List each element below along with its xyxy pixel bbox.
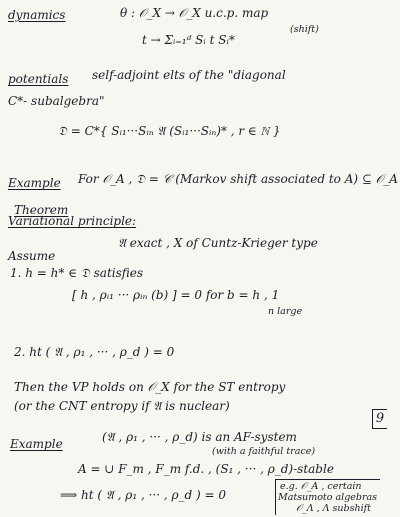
page-number: 9 — [372, 409, 387, 429]
heading-dynamics: dynamics — [8, 8, 66, 22]
conclusion-nuclear: (or the CNT entropy if 𝔄 is nuclear) — [14, 399, 230, 413]
shift-label: (shift) — [290, 24, 319, 35]
heading-example-2: Example — [10, 437, 63, 451]
heading-variational-principle: Variational principle: — [8, 214, 137, 228]
assume-label: Assume — [8, 249, 56, 263]
heading-example-1: Example — [8, 176, 61, 190]
heading-potentials: potentials — [8, 72, 69, 86]
assumption-exactness: 𝔄 exact , X of Cuntz-Krieger type — [118, 236, 318, 250]
subalgebra-label: C*- subalgebra" — [8, 94, 105, 108]
af-system-statement: (𝔄 , ρ₁ , ··· , ρ_d) is an AF-system — [102, 430, 297, 444]
examples-note-box — [275, 479, 380, 515]
condition-2: 2. ht ( 𝔄 , ρ₁ , ··· , ρ_d ) = 0 — [14, 345, 175, 359]
potentials-description: self-adjoint elts of the "diagonal — [92, 68, 286, 82]
example-markov-shift: For 𝒪_A , 𝔇 = 𝒞 (Markov shift associated to A) ⊆ 𝒪_A — [78, 172, 398, 186]
n-large-label: n large — [268, 306, 303, 317]
faithful-trace-note: (with a faithful trace) — [212, 446, 316, 457]
commutator-condition: [ h , ρᵢ₁ ··· ρᵢₙ (b) ] = 0 for b = h , 1 — [72, 288, 280, 302]
shift-map-definition: θ : 𝒪_X → 𝒪_X u.c.p. map — [120, 6, 269, 20]
af-union-formula: A = ∪ F_m , F_m f.d. , (S₁ , ··· , ρ_d)-stable — [78, 462, 334, 476]
heading-theorem: Theorem — [14, 203, 69, 217]
entropy-zero-conclusion: ⟹ ht ( 𝔄 , ρ₁ , ··· , ρ_d ) = 0 — [60, 488, 227, 502]
diagonal-subalgebra-formula: 𝔇 = C*{ Sᵢ₁···Sᵢₙ 𝔄 (Sᵢ₁···Sᵢₙ)* , r ∈ ℕ } — [58, 124, 281, 138]
note-eg: e.g. 𝒪_A , certain — [280, 481, 362, 492]
shift-map-formula: t → Σᵢ₌₁ᵈ Sᵢ t Sᵢ* — [142, 33, 235, 47]
note-matsumoto: Matsumoto algebras — [278, 492, 378, 503]
conclusion-line: Then the VP holds on 𝒪_X for the ST entropy — [14, 380, 286, 394]
note-subshift: 𝒪_Λ , Λ subshift — [296, 503, 371, 514]
condition-1: 1. h = h* ∈ 𝔇 satisfies — [10, 266, 144, 280]
